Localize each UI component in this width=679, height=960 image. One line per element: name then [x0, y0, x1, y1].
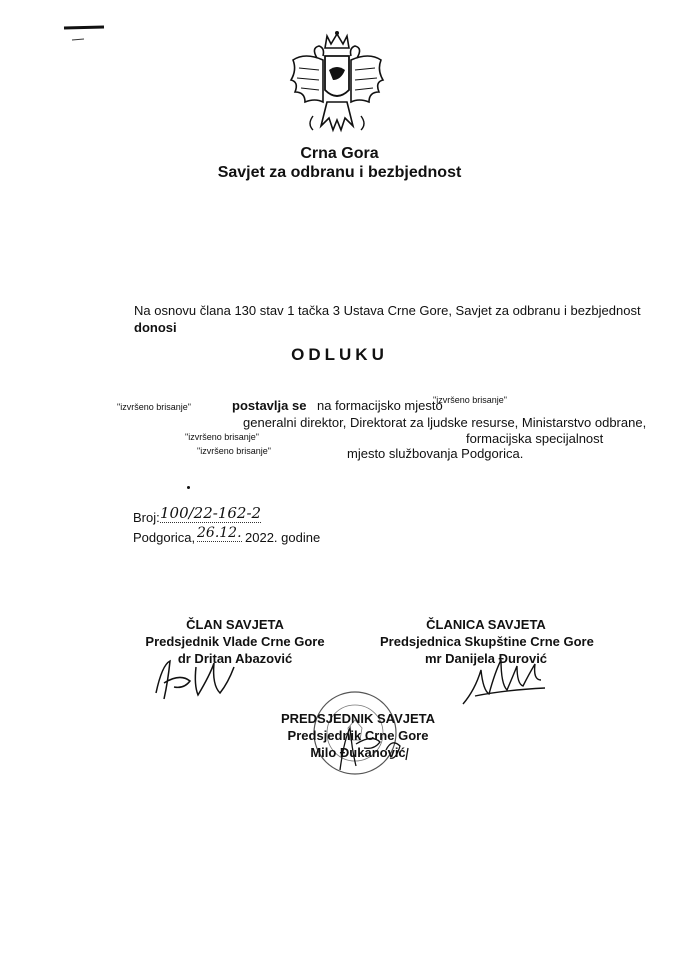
redacted-rank: "izvršeno brisanje": [197, 446, 271, 456]
preamble-line2: donosi: [134, 320, 177, 335]
signatory-center-position: Predsjednik Crne Gore: [287, 728, 429, 743]
signature-center: [320, 720, 430, 776]
coat-of-arms-emblem: [287, 30, 387, 138]
body-verb: postavlja se: [232, 398, 307, 413]
signature-left: [150, 655, 250, 705]
signatory-right-position: Predsjednica Skupštine Crne Gore: [380, 634, 594, 649]
signatory-right-name: mr Danijela Đurović: [424, 651, 548, 666]
signatory-right-role: ČLANICA SAVJETA: [426, 617, 546, 632]
body-line4: mjesto službovanja Podgorica.: [347, 446, 524, 461]
signatory-center-name: Milo Đukanović: [310, 745, 406, 760]
header-country: Crna Gora: [300, 145, 379, 162]
body-line3: formacijska specijalnost: [466, 431, 604, 446]
signatory-left-position: Predsjednik Vlade Crne Gore: [145, 634, 325, 649]
number-label: Broj:: [133, 510, 160, 525]
signatory-left-name: dr Dritan Abazović: [177, 651, 293, 666]
redacted-position: "izvršeno brisanje": [433, 395, 507, 405]
preamble-line1: Na osnovu člana 130 stav 1 tačka 3 Ustava Crne Gore, Savjet za odbranu i bezbjednost: [134, 303, 641, 318]
date-value: 26.12.: [197, 525, 242, 541]
body-phrase1: na formacijsko mjesto: [317, 398, 443, 413]
scan-dot: [187, 486, 190, 489]
signatory-center-role: PREDSJEDNIK SAVJETA: [280, 711, 436, 726]
signature-right: [455, 650, 555, 712]
header-institution: Savjet za odbranu i bezbjednost: [217, 164, 462, 181]
redacted-name: "izvršeno brisanje": [117, 402, 191, 412]
body-line2: generalni direktor, Direktorat za ljudske resurse, Ministarstvo odbrane,: [243, 415, 647, 430]
place-label: Podgorica,: [133, 530, 196, 545]
document-title: ODLUKU: [291, 345, 388, 364]
number-value: 100/22-162-2: [160, 504, 262, 522]
signatory-left-role: ČLAN SAVJETA: [186, 617, 284, 632]
redacted-specialty: "izvršeno brisanje": [185, 432, 259, 442]
date-year: 2022. godine: [245, 530, 321, 545]
scan-mark: [60, 22, 110, 48]
